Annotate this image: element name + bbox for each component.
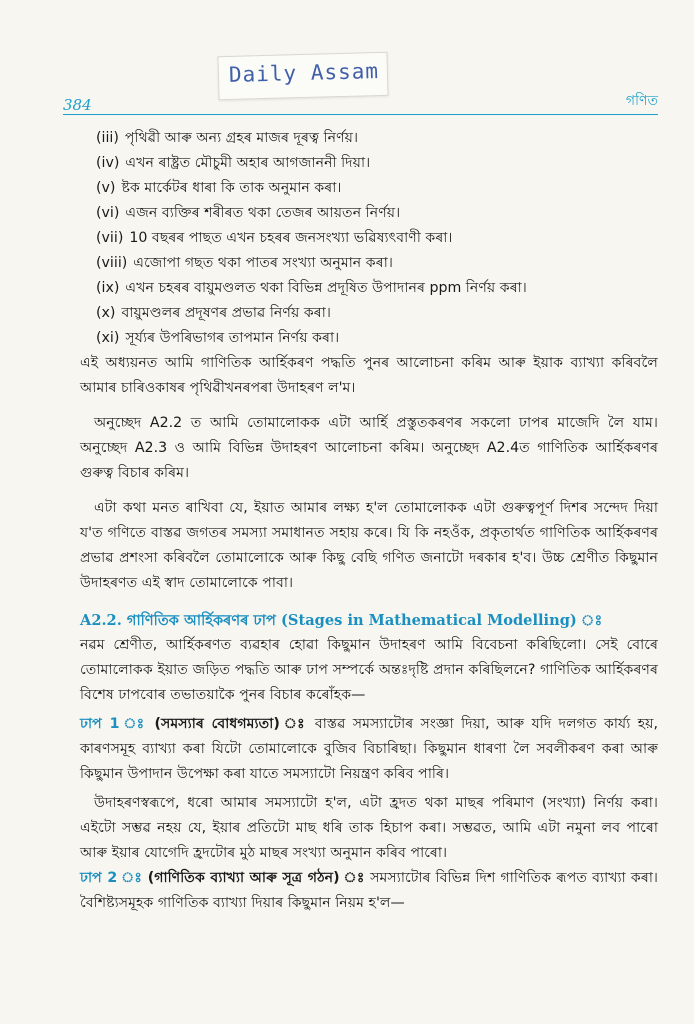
list-item-number: (vi) (96, 205, 120, 221)
page-number: 384 (63, 96, 92, 114)
list-item (80, 151, 658, 176)
list-item (80, 201, 658, 226)
section-title-english: (Stages in Mathematical Modelling) ঃ (281, 612, 603, 629)
list-item-text: এখন ৰাষ্ট্ৰত মৌচুমী অহাৰ আগজাননী দিয়া। (125, 155, 371, 171)
paragraph-stages-intro: নৱম শ্ৰেণীত, আৰ্হিকৰণত ব্যৱহাৰ হোৱা কিছুমান উদাহৰণ আমি বিবেচনা কৰিছিলো। সেই বোৰে তোমালোকক ইয়াত জড়িত পদ্ধতি আৰু ঢাপ সম্পৰ্কে অন্তঃদৃষ্টি প্ৰদান কৰিছিলনে? গাণিতিক আৰ্হিকৰণৰ বিশেষ ঢাপবোৰ তভাতয়াকৈ পুনৰ বিচাৰ কৰোঁহক— (80, 637, 658, 703)
stage-2-label: ঢাপ 2 ঃ (80, 870, 143, 886)
paragraph-sections: অনুচ্ছেদ A2.2 ত আমি তোমালোকক এটা আৰ্হি প্ৰস্তুতকৰণৰ সকলো ঢাপৰ মাজেদি লৈ যাম। অনুচ্ছেদ A2.3 ও আমি বিভিন্ন উদাহৰণ আলোচনা কৰিম। অনুচ্ছেদ A2.4ত গাণিতিক আৰ্হিকৰণৰ গুৰুত্ব বিচাৰ কৰিম। (80, 415, 658, 481)
list-item (80, 226, 658, 251)
paragraph-stage-2 (80, 866, 658, 916)
stamp-text: Daily Assam (228, 59, 380, 87)
list-item-number: (xi) (96, 330, 120, 346)
list-item-number: (x) (96, 305, 116, 321)
paragraph-example: উদাহৰণস্বৰূপে, ধৰো আমাৰ সমস্যাটো হ'ল, এটা হ্ৰদত থকা মাছৰ পৰিমাণ (সংখ্যা) নিৰ্ণয় কৰা। এইটো সম্ভৱ নহয় যে, ইয়াৰ প্ৰতিটো মাছ ধৰি তাক হিচাপ কৰা। সম্ভৱত, আমি এটা নমুনা লব পাৰো আৰু ইয়াৰ যোগেদি হ্ৰদটোৰ মুঠ মাছৰ সংখ্যা অনুমান কৰিব পাৰো। (80, 795, 658, 861)
section-title-assamese: গাণিতিক আৰ্হিকৰণৰ ঢাপ (126, 612, 276, 629)
list-item-text: ষ্টক মাৰ্কেটৰ ধাৰা কি তাক অনুমান কৰা। (121, 180, 342, 196)
list-item (80, 126, 658, 151)
list-item (80, 326, 658, 351)
list-item-text: এজোপা গছত থকা পাতৰ সংখ্যা অনুমান কৰা। (133, 255, 393, 271)
list-item-text: বায়ুমণ্ডলৰ প্ৰদূষণৰ প্ৰভাৱ নিৰ্ণয় কৰা। (121, 305, 331, 321)
list-item (80, 301, 658, 326)
stage-1-label: ঢাপ 1 ঃ (80, 716, 148, 732)
list-item (80, 276, 658, 301)
stage-1-title: (সমস্যাৰ বোধগম্যতা) ঃ (154, 716, 308, 732)
stage-2-title: (গাণিতিক ব্যাখ্যা আৰু সূত্ৰ গঠন) ঃ (147, 870, 366, 886)
list-item-text: এখন চহৰৰ বায়ুমণ্ডলত থকা বিভিন্ন প্ৰদূষিত উপাদানৰ ppm নিৰ্ণয় কৰা। (125, 280, 527, 296)
stage-1-text: বাস্তৱ সমস্যাটোৰ সংজ্ঞা দিয়া, আৰু যদি দলগত কাৰ্য্য হয়, কাৰণসমূহ ব্যাখ্যা কৰা যিটো তোমালোকে বুজিব বিচাৰিছা। কিছুমান ধাৰণা লৈ সবলীকৰণ কৰা আৰু কিছুমান উপাদান উপেক্ষা কৰা যাতে সমস্যাটো নিয়ন্ত্ৰণ কৰিব পাৰি। (80, 716, 659, 782)
list-item-text: পৃথিৱী আৰু অন্য গ্ৰহৰ মাজৰ দূৰত্ব নিৰ্ণয়। (124, 130, 359, 146)
list-item-number: (v) (96, 180, 116, 196)
list-item-number: (iv) (96, 155, 120, 171)
stage-2-text: সমস্যাটোৰ বিভিন্ন দিশ গাণিতিক ৰূপত ব্যাখ্যা কৰা। বৈশিষ্ট্যসমূহক গাণিতিক ব্যাখ্যা দিয়াৰ কিছুমান নিয়ম হ'ল— (80, 870, 659, 911)
list-item (80, 176, 658, 201)
list-item-text: এজন ব্যক্তিৰ শৰীৰত থকা তেজৰ আয়তন নিৰ্ণয়। (125, 205, 401, 221)
list-item-number: (ix) (96, 280, 120, 296)
header-divider (63, 114, 658, 115)
section-heading (80, 608, 658, 633)
paragraph-stage-1 (80, 712, 658, 787)
running-header-title: গণিত (625, 93, 658, 109)
list-item (80, 251, 658, 276)
paragraph-note: এটা কথা মনত ৰাখিবা যে, ইয়াত আমাৰ লক্ষ্য হ'ল তোমালোকক এটা গুৰুত্বপূৰ্ণ দিশৰ সন্দেদ দিয়া য'ত গণিতে বাস্তৱ জগতৰ সমস্যা সমাধানত সহায় কৰে। যি কি নহওঁক, প্ৰকৃতাৰ্থত গাণিতিক আৰ্হিকৰণৰ প্ৰভাৱ প্ৰশংসা কৰিবলৈ তোমালোকে আৰু কিছু বেছি গণিত জনাটো দৰকাৰ হ'ব। উচ্চ শ্ৰেণীত কিছুমান উদাহৰণত এই স্বাদ তোমালোকে পাবা। (80, 500, 658, 591)
daily-assam-stamp (217, 52, 388, 100)
section-number: A2.2. (80, 612, 122, 629)
list-item-text: সূৰ্য্যৰ উপৰিভাগৰ তাপমান নিৰ্ণয় কৰা। (125, 330, 340, 346)
paragraph-intro: এই অধ্যয়নত আমি গাণিতিক আৰ্হিকৰণ পদ্ধতি পুনৰ আলোচনা কৰিম আৰু ইয়াক ব্যাখ্যা কৰিবলৈ আমাৰ চাৰিওকাষৰ পৃথিৱীখনৰপৰা উদাহৰণ ল'ম। (80, 355, 658, 396)
list-item-number: (iii) (96, 130, 119, 146)
page-content (80, 126, 658, 916)
list-item-number: (viii) (96, 255, 128, 271)
list-item-number: (vii) (96, 230, 124, 246)
list-item-text: 10 বছৰৰ পাছত এখন চহৰৰ জনসংখ্যা ভৱিষ্যৎবাণী কৰা। (129, 230, 453, 246)
